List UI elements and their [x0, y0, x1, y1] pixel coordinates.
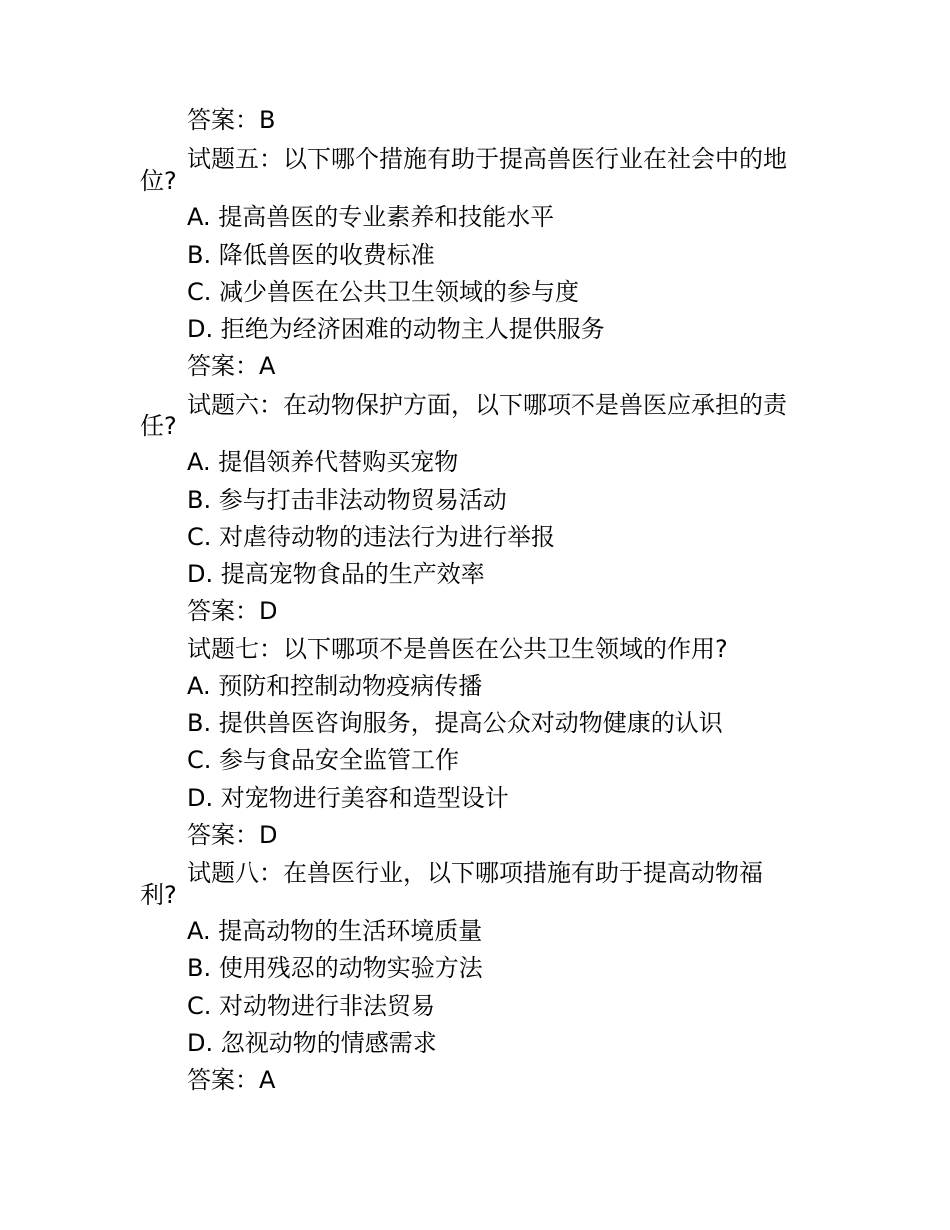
question-5-option-a: A. 提高兽医的专业素养和技能水平 [187, 203, 555, 231]
question-8-title-tail: 利? [140, 881, 177, 909]
question-7-option-b: B. 提供兽医咨询服务，提高公众对动物健康的认识 [187, 709, 723, 737]
question-8-option-c: C. 对动物进行非法贸易 [187, 992, 436, 1020]
question-6-title: 试题六：在动物保护方面，以下哪项不是兽医应承担的责 [187, 391, 787, 419]
question-6-option-b: B. 参与打击非法动物贸易活动 [187, 486, 507, 514]
question-6-title-tail: 任? [140, 412, 177, 440]
question-5-option-b: B. 降低兽医的收费标准 [187, 241, 435, 269]
question-6-option-c: C. 对虐待动物的违法行为进行举报 [187, 523, 556, 551]
answer-line: 答案：B [187, 106, 276, 134]
question-7-answer: 答案：D [187, 821, 278, 849]
question-5-title-tail: 位? [140, 167, 177, 195]
question-7-option-d: D. 对宠物进行美容和造型设计 [187, 784, 509, 812]
question-6-option-a: A. 提倡领养代替购买宠物 [187, 448, 459, 476]
question-5-option-c: C. 减少兽医在公共卫生领域的参与度 [187, 278, 580, 306]
question-8-title: 试题八：在兽医行业，以下哪项措施有助于提高动物福 [187, 859, 763, 887]
question-8-option-a: A. 提高动物的生活环境质量 [187, 917, 483, 945]
question-5-answer: 答案：A [187, 352, 276, 380]
question-6-option-d: D. 提高宠物食品的生产效率 [187, 560, 485, 588]
question-8-option-d: D. 忽视动物的情感需求 [187, 1029, 437, 1057]
question-8-option-b: B. 使用残忍的动物实验方法 [187, 954, 483, 982]
question-5-title: 试题五：以下哪个措施有助于提高兽医行业在社会中的地 [187, 145, 787, 173]
question-7-title: 试题七：以下哪项不是兽医在公共卫生领域的作用? [187, 635, 728, 663]
question-7-option-c: C. 参与食品安全监管工作 [187, 746, 460, 774]
question-6-answer: 答案：D [187, 597, 278, 625]
question-7-option-a: A. 预防和控制动物疫病传播 [187, 672, 483, 700]
question-8-answer: 答案：A [187, 1066, 276, 1094]
question-5-option-d: D. 拒绝为经济困难的动物主人提供服务 [187, 315, 605, 343]
